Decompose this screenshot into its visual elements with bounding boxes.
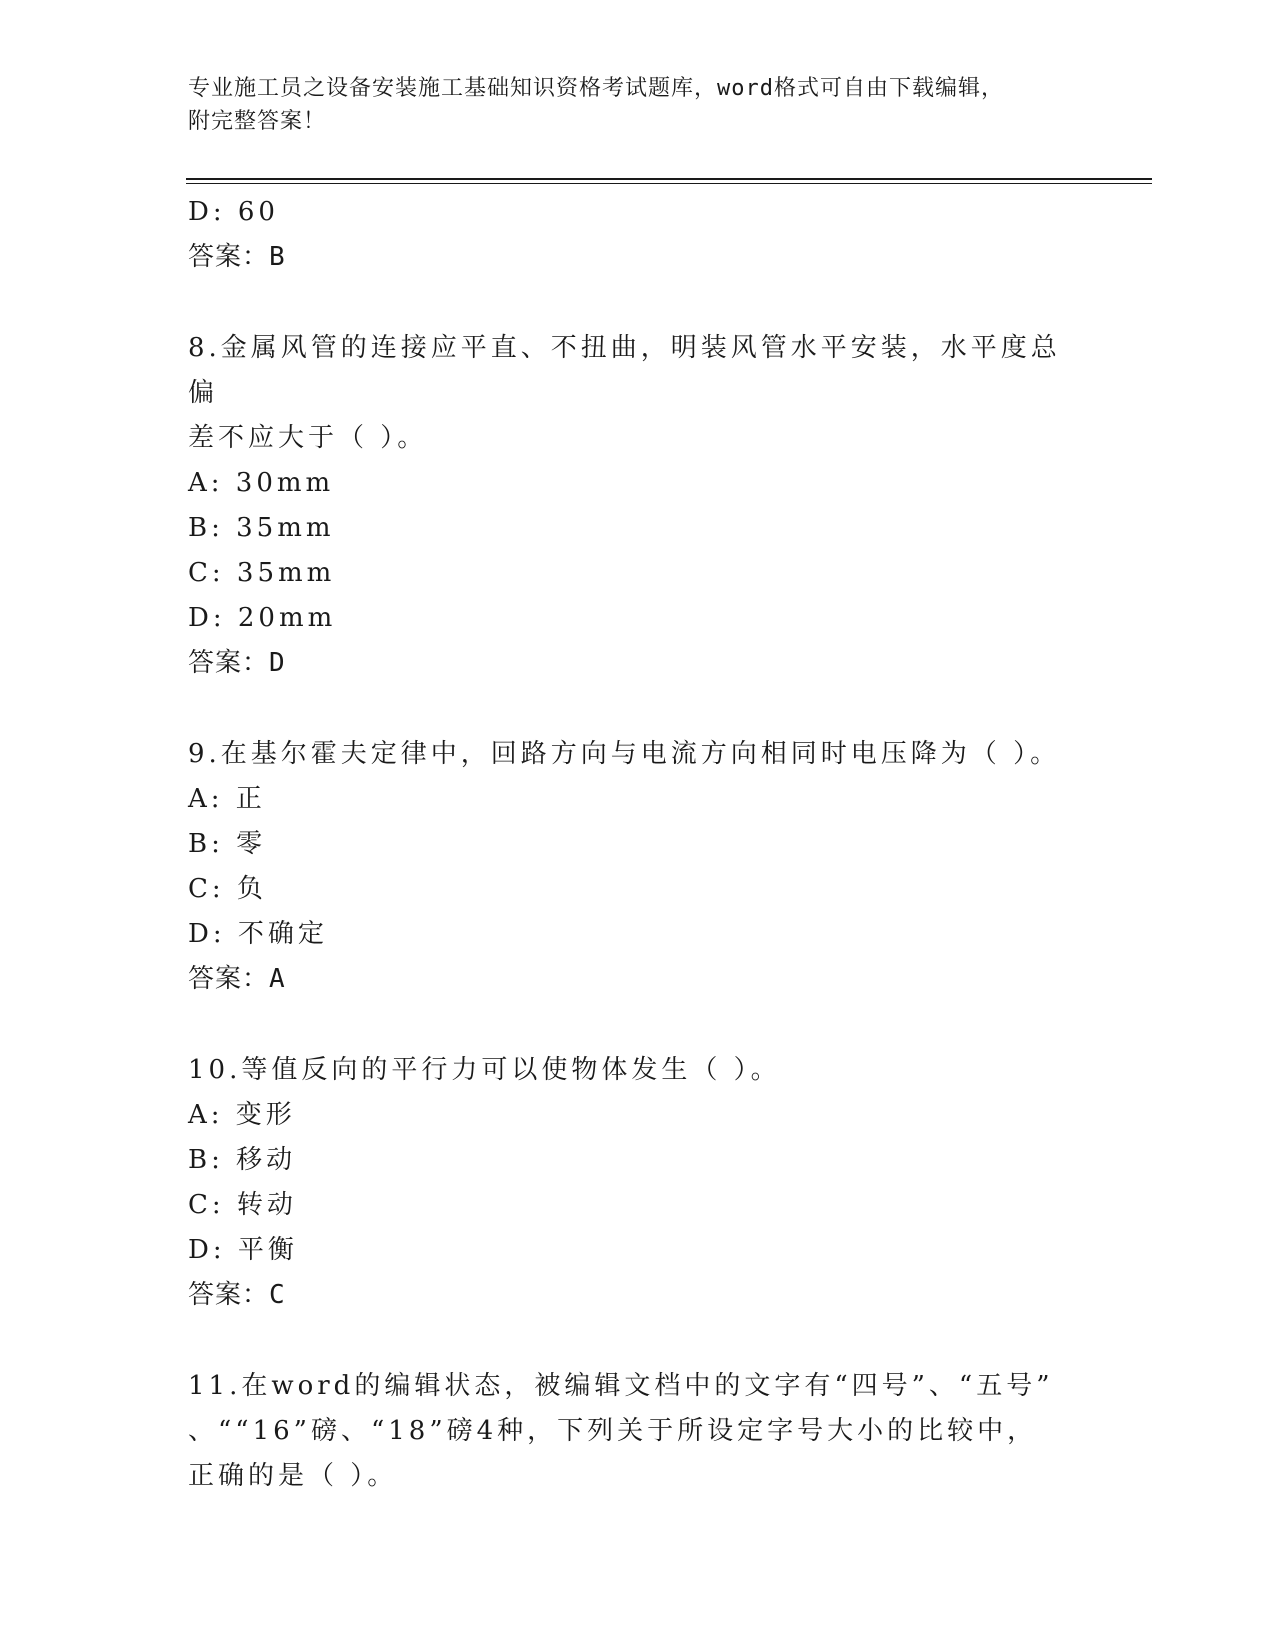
option-a: A: 30mm [188, 468, 335, 498]
spacer [188, 1002, 1068, 1048]
question-text-line: 正确的是（ ）。 [188, 1461, 398, 1491]
document-header [188, 72, 1068, 138]
question-text-line: 8.金属风管的连接应平直、不扭曲，明装风管水平安装，水平度总偏 [188, 333, 1061, 408]
previous-question-tail [188, 190, 1068, 280]
question-11 [188, 1364, 1068, 1499]
header-rule-thick [186, 178, 1152, 180]
option-a: A: 正 [188, 784, 266, 814]
option-b: B: 移动 [188, 1145, 297, 1175]
option-c: C: 转动 [188, 1190, 297, 1220]
option-d: D: 20mm [188, 603, 337, 633]
question-text-line: 9.在基尔霍夫定律中，回路方向与电流方向相同时电压降为（ ）。 [188, 739, 1061, 769]
option-d: D: 平衡 [188, 1235, 298, 1265]
question-list [188, 190, 1068, 1499]
question-text-line: 差不应大于（ ）。 [188, 423, 428, 453]
answer-line: 答案：A [188, 964, 286, 994]
option-c: C: 负 [188, 874, 267, 904]
question-10 [188, 1048, 1068, 1318]
option-b: B: 35mm [188, 513, 335, 543]
answer-line: 答案：C [188, 1280, 286, 1310]
header-line-1: 专业施工员之设备安装施工基础知识资格考试题库，word格式可自由下载编辑， [188, 76, 1004, 101]
spacer [188, 1318, 1068, 1364]
question-text-line: 11.在word的编辑状态，被编辑文档中的文字有“四号”、“五号” [188, 1371, 1054, 1401]
option-a: A: 变形 [188, 1100, 296, 1130]
header-line-2: 附完整答案！ [188, 109, 327, 134]
option-d: D: 60 [188, 197, 279, 227]
header-rule-thin [186, 183, 1152, 184]
option-c: C: 35mm [188, 558, 336, 588]
question-9 [188, 732, 1068, 1002]
option-b: B: 零 [188, 829, 267, 859]
question-8 [188, 326, 1068, 686]
answer-line: 答案：D [188, 648, 286, 678]
question-text-line: 10.等值反向的平行力可以使物体发生（ ）。 [188, 1055, 781, 1085]
question-text-line: 、““16”磅、“18”磅4种，下列关于所设定字号大小的比较中， [188, 1416, 1038, 1446]
answer-line: 答案：B [188, 242, 286, 272]
option-d: D: 不确定 [188, 919, 328, 949]
spacer [188, 686, 1068, 732]
spacer [188, 280, 1068, 326]
